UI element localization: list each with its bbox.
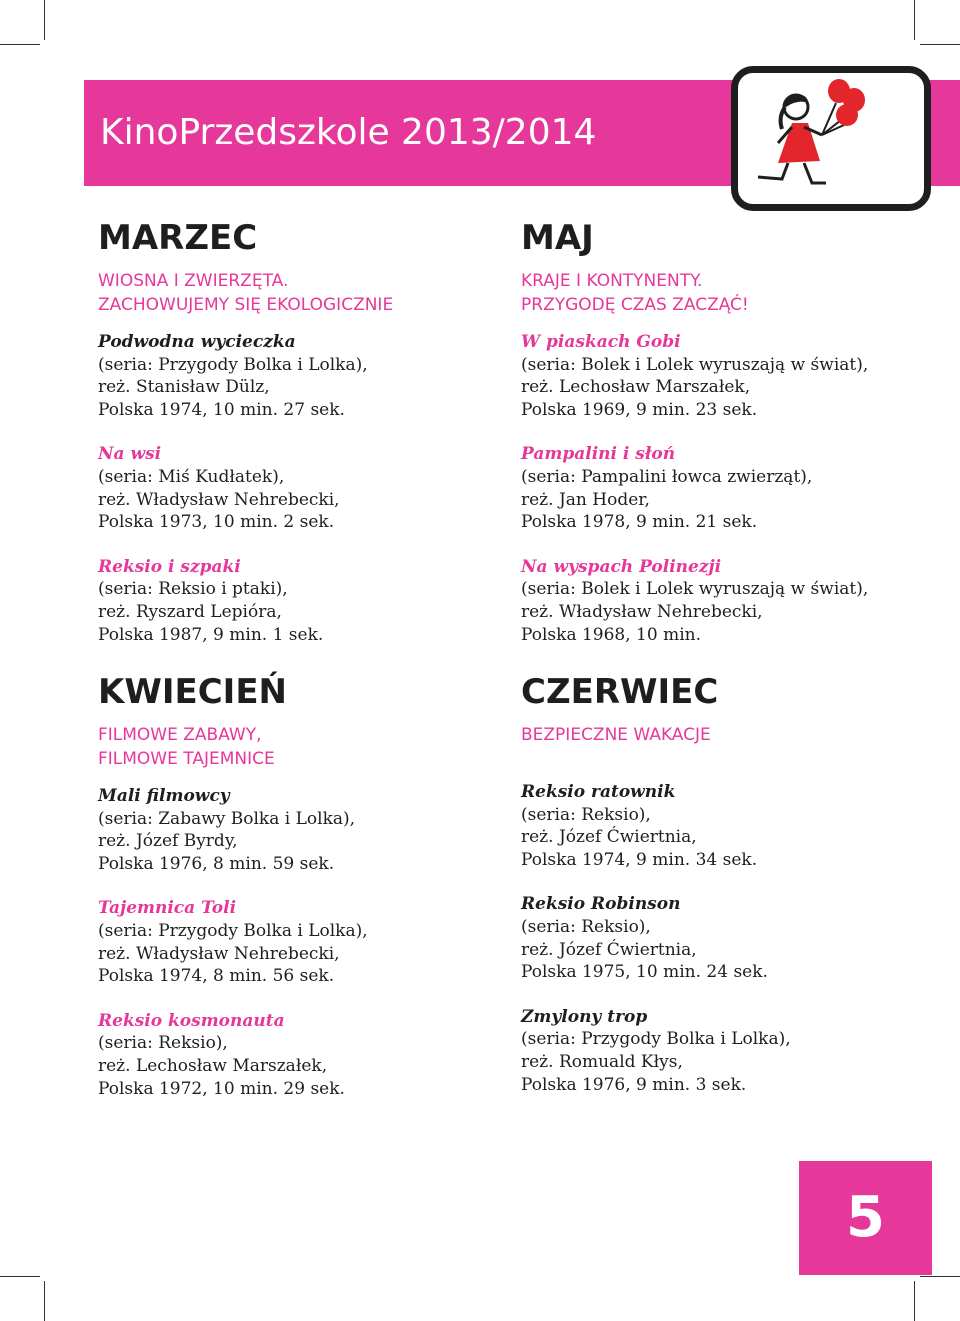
film-director: reż. Władysław Nehrebecki, — [98, 489, 340, 510]
film-series: (seria: Reksio), — [521, 916, 651, 937]
logo — [731, 66, 931, 211]
section-theme: KRAJE I KONTYNENTY. PRZYGODĘ CZAS ZACZĄĆ! — [521, 271, 749, 315]
film-info: Polska 1974, 9 min. 34 sek. — [521, 849, 758, 870]
film-entry — [521, 443, 868, 533]
crop-mark — [914, 1281, 915, 1321]
film-info: Polska 1987, 9 min. 1 sek. — [98, 624, 324, 645]
film-entry — [98, 556, 393, 646]
crop-mark — [920, 44, 960, 45]
film-info: Polska 1969, 9 min. 23 sek. — [521, 399, 758, 420]
film-director: reż. Ryszard Lepióra, — [98, 601, 282, 622]
film-director: reż. Lechosław Marszałek, — [98, 1055, 328, 1076]
film-title: Reksio kosmonauta — [98, 1010, 285, 1031]
section-maj — [521, 218, 868, 646]
film-series: (seria: Pampalini łowca zwierząt), — [521, 466, 813, 487]
film-entry — [98, 897, 368, 987]
film-info: Polska 1978, 9 min. 21 sek. — [521, 512, 758, 533]
crop-mark — [0, 1276, 40, 1277]
crop-mark — [920, 1276, 960, 1277]
film-entry — [521, 1006, 791, 1096]
film-director: reż. Józef Ćwiertnia, — [521, 939, 697, 960]
section-theme: FILMOWE ZABAWY, FILMOWE TAJEMNICE — [98, 725, 275, 769]
film-director: reż. Jan Hoder, — [521, 489, 650, 510]
film-info: Polska 1968, 10 min. — [521, 624, 702, 645]
film-info: Polska 1976, 8 min. 59 sek. — [98, 853, 335, 874]
section-theme: BEZPIECZNE WAKACJE — [521, 725, 711, 745]
film-entry — [521, 331, 868, 421]
film-entry — [521, 893, 791, 983]
section-marzec — [98, 218, 393, 646]
film-title: Pampalini i słoń — [521, 444, 676, 465]
film-director: reż. Józef Ćwiertnia, — [521, 827, 697, 848]
film-title: Tajemnica Toli — [98, 898, 237, 919]
film-title: W piaskach Gobi — [521, 332, 681, 352]
film-entry — [98, 331, 393, 421]
film-info: Polska 1972, 10 min. 29 sek. — [98, 1078, 345, 1099]
girl-with-balloons-icon — [738, 73, 924, 204]
film-title: Reksio i szpaki — [98, 556, 241, 577]
film-entry — [98, 443, 393, 533]
month-heading: MARZEC — [98, 218, 258, 258]
film-info: Polska 1974, 10 min. 27 sek. — [98, 399, 345, 420]
month-heading: KWIECIEŃ — [98, 672, 288, 712]
section-kwiecien — [98, 672, 368, 1100]
month-heading: CZERWIEC — [521, 672, 719, 712]
film-director: reż. Władysław Nehrebecki, — [98, 943, 340, 964]
film-director: reż. Władysław Nehrebecki, — [521, 601, 763, 622]
page-number: 5 — [846, 1185, 885, 1250]
page-number-box — [799, 1161, 932, 1275]
film-title: Podwodna wycieczka — [98, 332, 296, 352]
film-series: (seria: Reksio i ptaki), — [98, 579, 288, 600]
film-director: reż. Romuald Kłys, — [521, 1051, 683, 1072]
film-title: Reksio ratownik — [521, 782, 676, 802]
film-series: (seria: Przygody Bolka i Lolka), — [521, 1029, 791, 1050]
film-entry — [98, 1010, 368, 1100]
film-title: Reksio Robinson — [521, 894, 681, 915]
film-title: Zmylony trop — [521, 1006, 648, 1027]
film-title: Na wyspach Polinezji — [521, 556, 722, 577]
section-czerwiec — [521, 672, 791, 1096]
crop-mark — [44, 1281, 45, 1321]
film-director: reż. Lechosław Marszałek, — [521, 377, 751, 398]
film-title: Na wsi — [98, 444, 162, 465]
film-director: reż. Stanisław Dülz, — [98, 377, 270, 398]
film-series: (seria: Zabawy Bolka i Lolka), — [98, 808, 356, 829]
film-series: (seria: Reksio), — [98, 1033, 228, 1054]
month-heading: MAJ — [521, 218, 594, 258]
film-series: (seria: Bolek i Lolek wyruszają w świat), — [521, 579, 869, 600]
film-info: Polska 1976, 9 min. 3 sek. — [521, 1074, 747, 1095]
film-entry — [521, 556, 868, 646]
film-info: Polska 1973, 10 min. 2 sek. — [98, 512, 335, 533]
film-series: (seria: Miś Kudłatek), — [98, 466, 285, 487]
section-theme: WIOSNA I ZWIERZĘTA. ZACHOWUJEMY SIĘ EKOLOGICZNIE — [98, 271, 394, 315]
film-info: Polska 1974, 8 min. 56 sek. — [98, 966, 335, 987]
crop-mark — [914, 0, 915, 40]
crop-mark — [44, 0, 45, 40]
film-series: (seria: Reksio), — [521, 804, 651, 825]
film-entry — [521, 781, 791, 871]
film-info: Polska 1975, 10 min. 24 sek. — [521, 962, 768, 983]
film-director: reż. Józef Byrdy, — [98, 831, 238, 852]
film-series: (seria: Bolek i Lolek wyruszają w świat), — [521, 354, 869, 375]
film-title: Mali filmowcy — [98, 786, 230, 806]
film-entry — [98, 785, 368, 875]
page-title: KinoPrzedszkole 2013/2014 — [100, 112, 597, 153]
film-series: (seria: Przygody Bolka i Lolka), — [98, 354, 368, 375]
film-series: (seria: Przygody Bolka i Lolka), — [98, 920, 368, 941]
crop-mark — [0, 44, 40, 45]
